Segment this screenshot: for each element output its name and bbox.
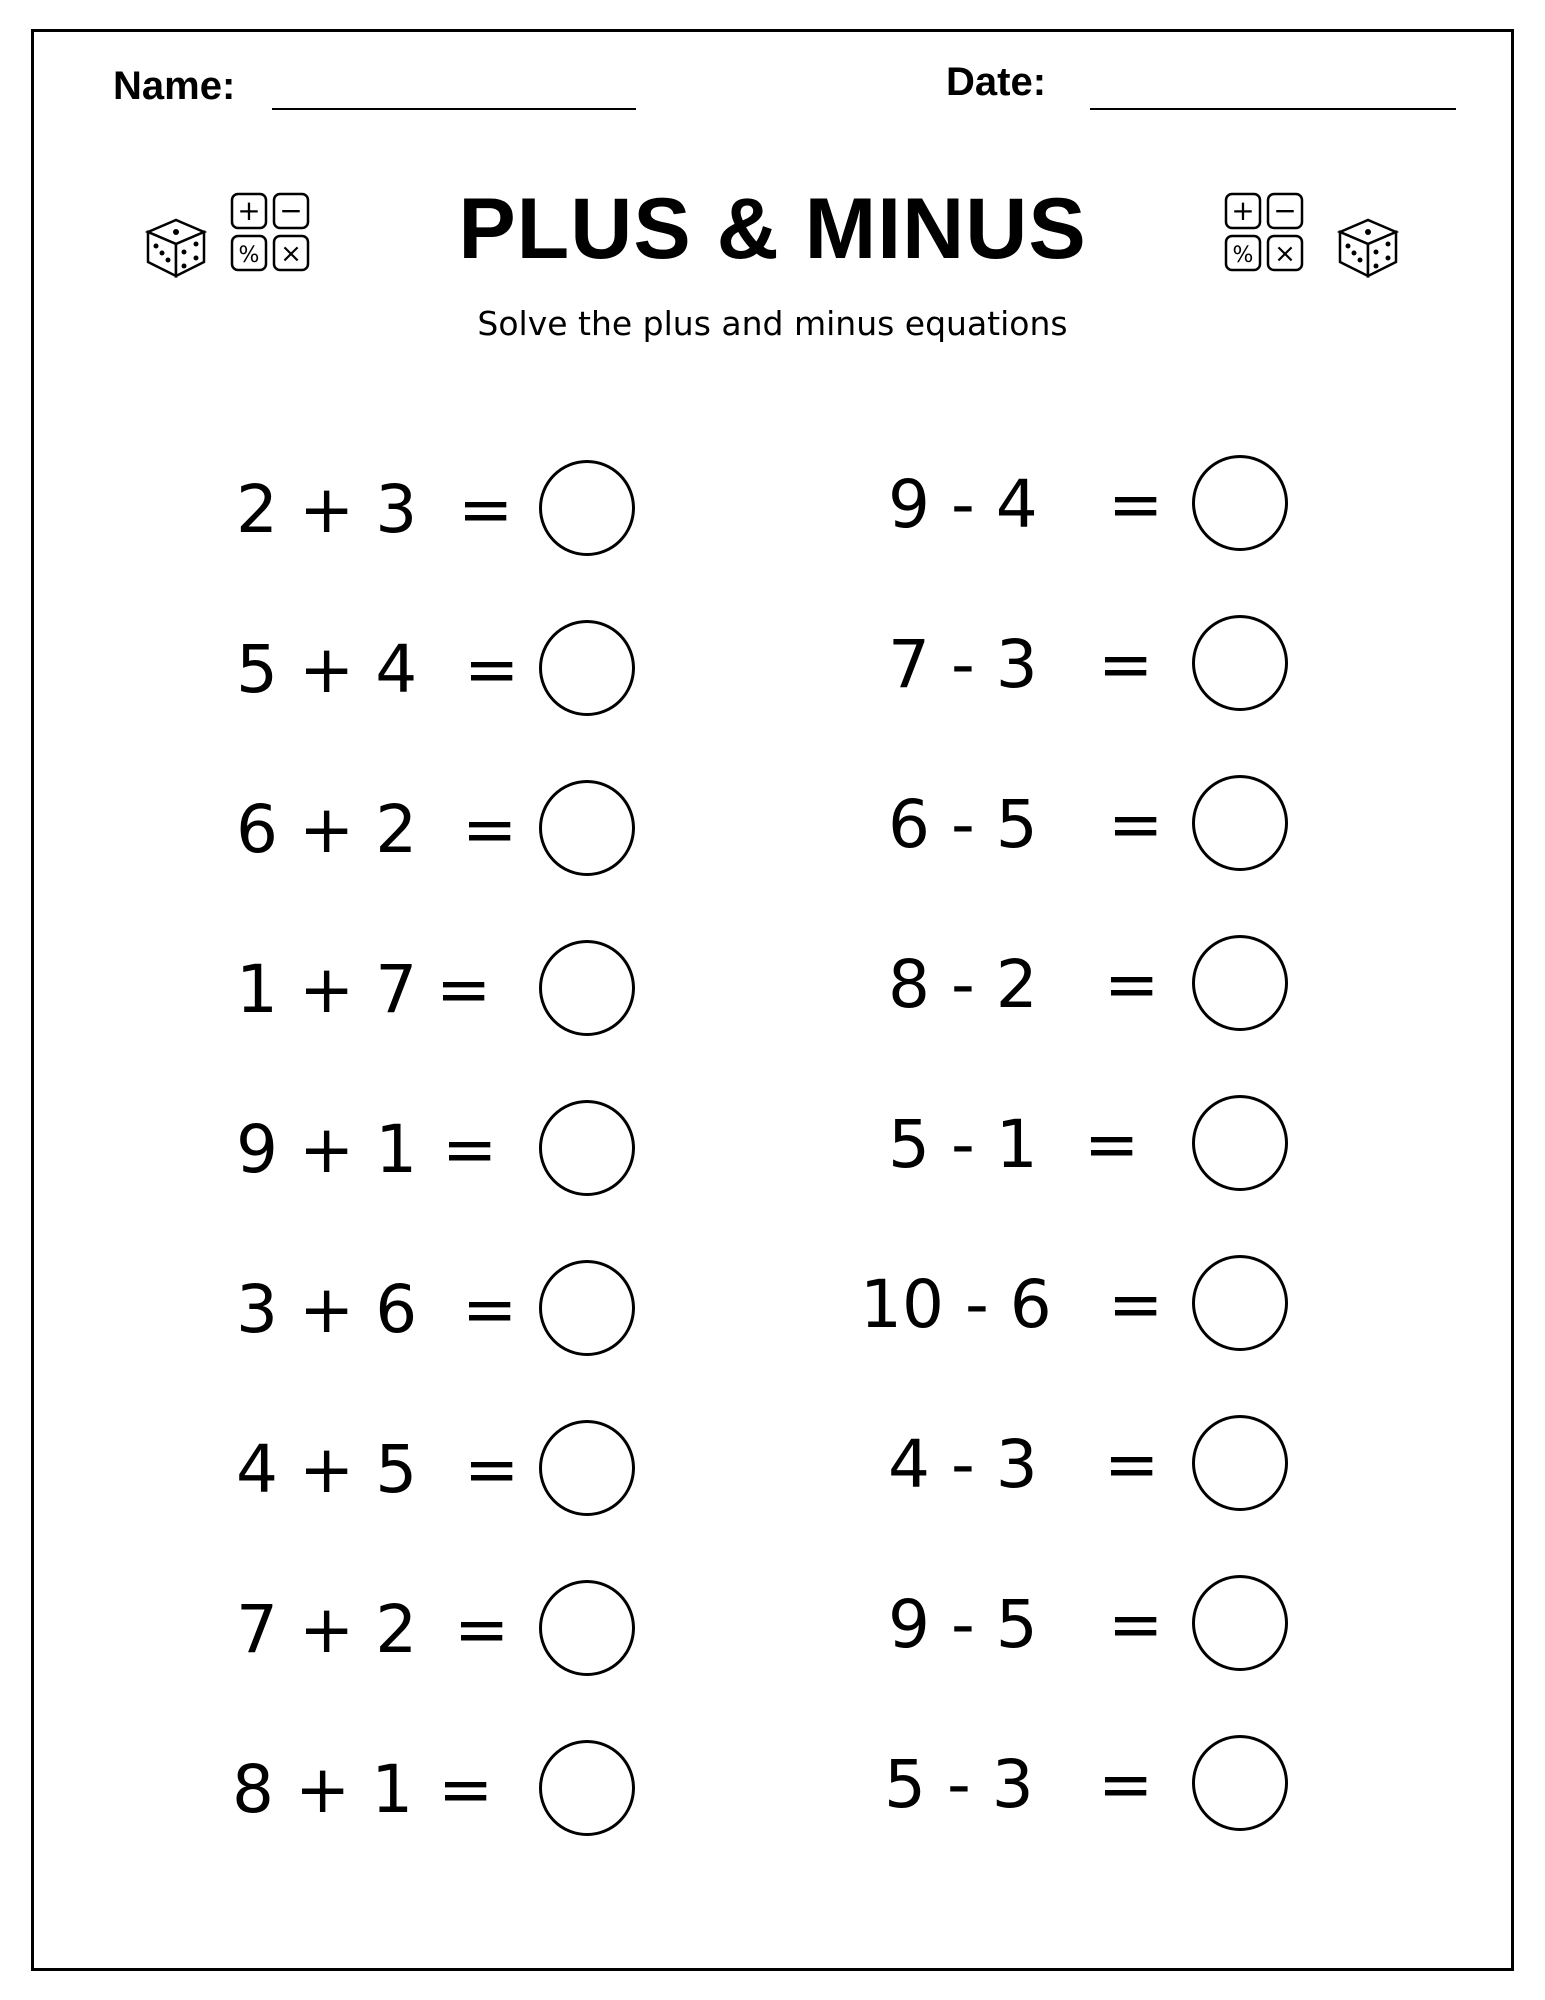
page-subtitle: Solve the plus and minus equations (477, 304, 1068, 343)
equals-sign: = (462, 1271, 518, 1348)
equation-expression: 9 + 1 (236, 1111, 418, 1188)
answer-circle[interactable] (1192, 1255, 1288, 1351)
name-input-line[interactable] (272, 108, 636, 110)
plus-symbol: + (237, 194, 261, 227)
plus-symbol: + (1231, 194, 1255, 227)
equation-expression: 8 + 1 (232, 1751, 414, 1828)
answer-circle[interactable] (539, 940, 635, 1036)
equation-row (860, 1255, 1298, 1355)
equation-expression: 2 + 3 (236, 471, 418, 548)
answer-circle[interactable] (539, 780, 635, 876)
equation-expression: 4 - 3 (888, 1426, 1038, 1503)
equation-expression: 6 + 2 (236, 791, 418, 868)
equation-expression: 8 - 2 (888, 946, 1038, 1023)
equation-row (236, 1100, 646, 1200)
equals-sign: = (1108, 466, 1164, 543)
date-label: Date: (946, 60, 1047, 104)
equals-sign: = (1108, 1586, 1164, 1663)
answer-circle[interactable] (1192, 935, 1288, 1031)
answer-circle[interactable] (1192, 1735, 1288, 1831)
equals-sign: = (1098, 1746, 1154, 1823)
times-symbol: × (280, 239, 302, 269)
equation-row (236, 1420, 646, 1520)
equals-sign: = (438, 1751, 494, 1828)
equation-expression: 6 - 5 (888, 786, 1038, 863)
page-title: PLUS & MINUS (458, 181, 1087, 277)
equation-row (888, 1415, 1298, 1515)
equals-sign: = (1084, 1106, 1140, 1183)
answer-circle[interactable] (539, 1420, 635, 1516)
answer-circle[interactable] (1192, 1415, 1288, 1511)
equation-expression: 4 + 5 (236, 1431, 418, 1508)
equation-row (232, 1740, 646, 1840)
equation-expression: 10 - 6 (860, 1266, 1052, 1343)
equals-sign: = (464, 631, 520, 708)
answer-circle[interactable] (539, 1580, 635, 1676)
equals-sign: = (1104, 946, 1160, 1023)
answer-circle[interactable] (1192, 1095, 1288, 1191)
answer-circle[interactable] (1192, 1575, 1288, 1671)
percent-symbol: % (238, 243, 260, 268)
equation-expression: 9 - 4 (888, 466, 1038, 543)
date-input-line[interactable] (1090, 108, 1456, 110)
equals-sign: = (464, 1431, 520, 1508)
equation-row (236, 1260, 646, 1360)
equals-sign: = (454, 1591, 510, 1668)
equation-row (236, 940, 646, 1040)
equation-row (888, 1575, 1298, 1675)
times-symbol: × (1274, 239, 1296, 269)
equation-expression: 1 + 7 (236, 951, 418, 1028)
name-label: Name: (113, 64, 236, 108)
equation-expression: 7 + 2 (236, 1591, 418, 1668)
equation-row (888, 615, 1298, 715)
answer-circle[interactable] (539, 1260, 635, 1356)
equals-sign: = (1098, 626, 1154, 703)
equation-row (888, 1095, 1298, 1195)
equation-row (236, 460, 646, 560)
equals-sign: = (1108, 1266, 1164, 1343)
equation-row (888, 935, 1298, 1035)
answer-circle[interactable] (539, 460, 635, 556)
equation-expression: 5 - 3 (884, 1746, 1034, 1823)
equation-expression: 3 + 6 (236, 1271, 418, 1348)
answer-circle[interactable] (539, 1740, 635, 1836)
equation-row (236, 620, 646, 720)
equation-expression: 5 - 1 (888, 1106, 1038, 1183)
equation-row (884, 1735, 1298, 1835)
minus-symbol: − (1273, 194, 1297, 227)
equals-sign: = (458, 471, 514, 548)
equals-sign: = (1104, 1426, 1160, 1503)
equation-expression: 5 + 4 (236, 631, 418, 708)
equals-sign: = (442, 1111, 498, 1188)
equation-row (888, 455, 1298, 555)
answer-circle[interactable] (1192, 615, 1288, 711)
equals-sign: = (1108, 786, 1164, 863)
equation-expression: 7 - 3 (888, 626, 1038, 703)
minus-symbol: − (279, 194, 303, 227)
answer-circle[interactable] (1192, 455, 1288, 551)
equation-row (888, 775, 1298, 875)
equation-row (236, 1580, 646, 1680)
answer-circle[interactable] (1192, 775, 1288, 871)
answer-circle[interactable] (539, 620, 635, 716)
equals-sign: = (436, 951, 492, 1028)
equation-row (236, 780, 646, 880)
equation-expression: 9 - 5 (888, 1586, 1038, 1663)
answer-circle[interactable] (539, 1100, 635, 1196)
equals-sign: = (462, 791, 518, 868)
percent-symbol: % (1232, 243, 1254, 268)
